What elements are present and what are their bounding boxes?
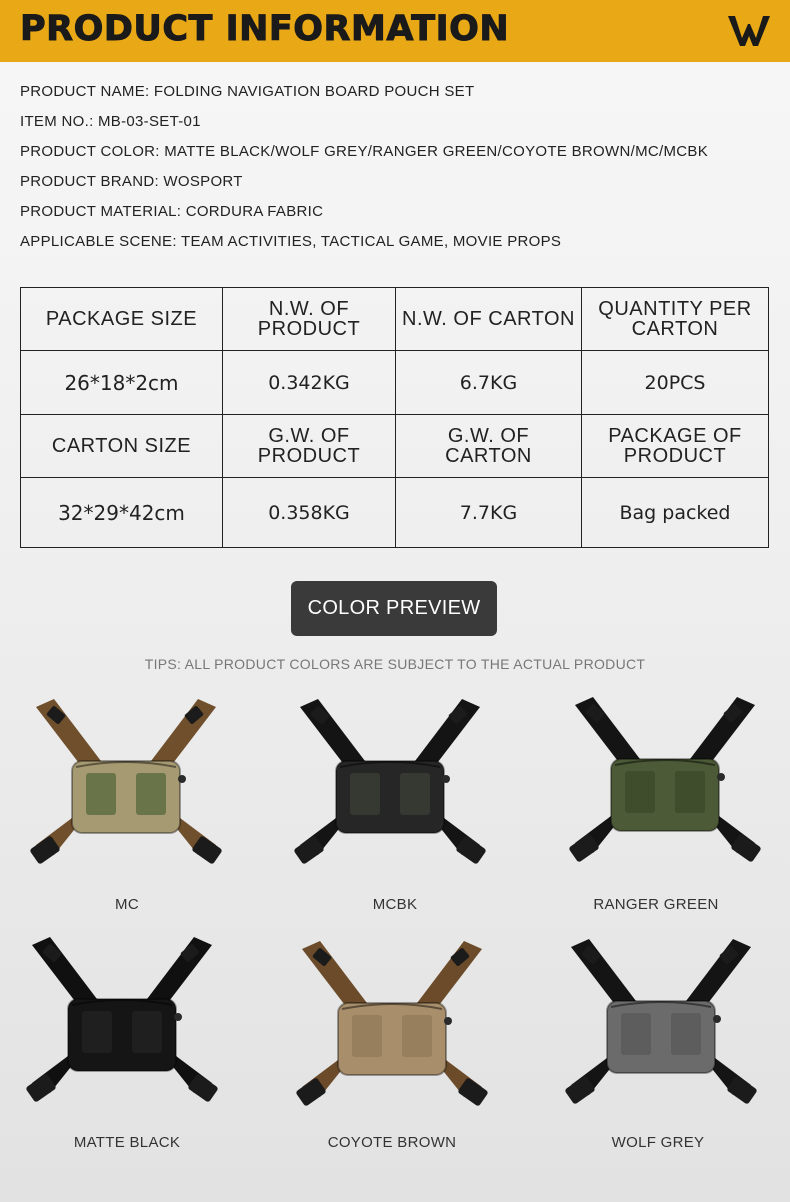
pouch-wolf-grey-icon xyxy=(561,935,761,1125)
table-cell: 20PCS xyxy=(582,351,769,415)
color-label-mc: MC xyxy=(115,896,139,913)
table-cell: 0.358KG xyxy=(223,478,396,548)
table-cell: N.W. OF CARTON xyxy=(396,288,582,351)
product-image-coyote-brown xyxy=(292,937,492,1127)
product-info xyxy=(20,82,708,262)
table-cell: QUANTITY PER CARTON xyxy=(582,288,769,351)
table-row xyxy=(21,415,769,478)
table-cell: 26*18*2cm xyxy=(21,351,223,415)
info-item-no: ITEM NO.: MB-03-SET-01 xyxy=(20,113,201,130)
product-image-matte-black xyxy=(22,933,222,1123)
color-label-matte-black: MATTE BLACK xyxy=(73,1134,181,1151)
table-cell: N.W. OF PRODUCT xyxy=(223,288,396,351)
color-label-ranger-green: RANGER GREEN xyxy=(593,896,719,913)
w-logo-icon xyxy=(726,12,772,50)
table-row xyxy=(21,478,769,548)
pouch-mcbk-icon xyxy=(290,695,490,885)
table-cell: 0.342KG xyxy=(223,351,396,415)
table-row xyxy=(21,351,769,415)
header-bar xyxy=(0,0,790,62)
color-label-wolf-grey: WOLF GREY xyxy=(611,1134,705,1151)
info-applicable-scene: APPLICABLE SCENE: TEAM ACTIVITIES, TACTICAL GAME, MOVIE PROPS xyxy=(20,233,562,250)
spec-table xyxy=(20,287,769,548)
table-cell: 6.7KG xyxy=(396,351,582,415)
product-image-ranger-green xyxy=(565,693,765,883)
pouch-coyote-brown-icon xyxy=(292,937,492,1127)
table-cell: 7.7KG xyxy=(396,478,582,548)
table-cell: G.W. OF PRODUCT xyxy=(223,415,396,478)
product-image-mcbk xyxy=(290,695,490,885)
color-label-coyote-brown: COYOTE BROWN xyxy=(327,1134,457,1151)
info-product-color: PRODUCT COLOR: MATTE BLACK/WOLF GREY/RANGER GREEN/COYOTE BROWN/MC/MCBK xyxy=(20,143,709,160)
table-row xyxy=(21,288,769,351)
color-label-mcbk: MCBK xyxy=(372,896,418,913)
color-preview-button: COLOR PREVIEW xyxy=(291,581,497,636)
pouch-mc-icon xyxy=(26,695,226,885)
pouch-matte-black-icon xyxy=(22,933,222,1123)
tips-text: TIPS: ALL PRODUCT COLORS ARE SUBJECT TO THE ACTUAL PRODUCT xyxy=(144,656,646,672)
info-product-name: PRODUCT NAME: FOLDING NAVIGATION BOARD POUCH SET xyxy=(20,83,475,100)
table-cell: PACKAGE SIZE xyxy=(21,288,223,351)
page-title: PRODUCT INFORMATION xyxy=(20,9,510,49)
info-product-brand: PRODUCT BRAND: WOSPORT xyxy=(20,173,243,190)
table-cell: 32*29*42cm xyxy=(21,478,223,548)
pouch-ranger-green-icon xyxy=(565,693,765,883)
table-cell: CARTON SIZE xyxy=(21,415,223,478)
info-product-material: PRODUCT MATERIAL: CORDURA FABRIC xyxy=(20,203,324,220)
product-image-wolf-grey xyxy=(561,935,761,1125)
table-cell: G.W. OF CARTON xyxy=(396,415,582,478)
table-cell: PACKAGE OF PRODUCT xyxy=(582,415,769,478)
table-cell: Bag packed xyxy=(582,478,769,548)
product-image-mc xyxy=(26,695,226,885)
